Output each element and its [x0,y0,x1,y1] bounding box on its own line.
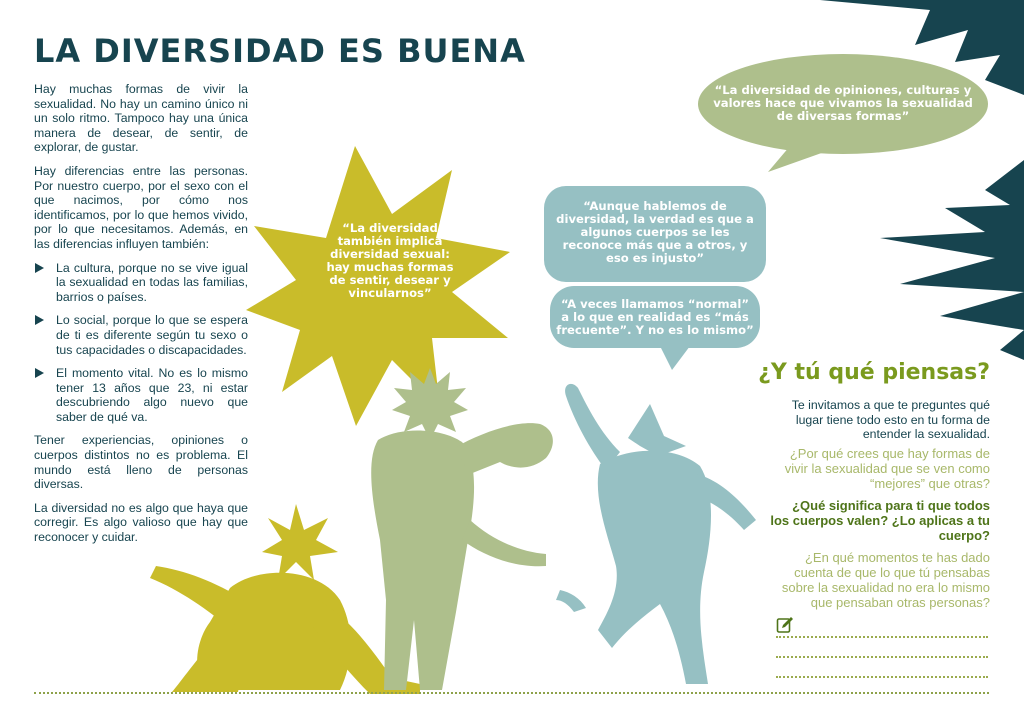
page-title: LA DIVERSIDAD ES BUENA [34,32,526,70]
reflection-intro: Te invitamos a que te preguntes qué lugar tiene todo esto en tu forma de entender la sexualidad. [791,398,990,442]
quote-culturas: “La diversidad de opiniones, culturas y valores hace que vivamos la sexualidad de diversas formas” [713,83,973,123]
quote-cuerpos: “Aunque hablemos de diversidad, la verdad es que a algunos cuerpos se les reconoce más que a otros, y eso es injusto” [556,199,754,265]
quote-normal: “A veces llamamos “normal” a lo que en realidad es “más frecuente”. Y no es lo mismo” [556,297,754,337]
list-item: La cultura, porque no se vive igual la sexualidad en todas las familias, barrios o países. [34,261,248,305]
list-item: El momento vital. No es lo mismo tener 13 años que 23, ni estar descubriendo algo nuevo que saber de qué va. [34,366,248,424]
question-item: ¿Qué significa para ti que todos los cuerpos valen? ¿Lo aplicas a tu cuerpo? [770,498,990,543]
spiky-shape-right [880,160,1024,360]
question-item: ¿Por qué crees que hay formas de vivir la sexualidad que se ven como “mejores” que otras? [784,446,990,491]
triangle-bullet-icon [35,263,44,273]
quote-diversidad-sexual: “La diversidad también implica diversidad sexual: hay muchas formas de sentir, desear y vincularnos” [326,221,454,300]
triangle-bullet-icon [35,315,44,325]
pencil-note-icon [776,616,794,634]
reflection-title: ¿Y tú qué piensas? [758,360,990,385]
intro-text [34,82,248,554]
answer-line[interactable] [776,656,988,658]
ground-line [34,692,989,694]
intro-paragraph: Tener experiencias, opiniones o cuerpos distintos no es problema. El mundo está lleno de personas diversas. [34,433,248,492]
triangle-bullet-icon [35,368,44,378]
standing-figure [371,368,553,690]
intro-paragraph: Hay muchas formas de vivir la sexualidad. No hay un camino único ni un solo ritmo. Tampoco hay una única manera de desear, de sentir, de explorar, de gustar. [34,82,248,155]
dancing-figure [556,384,756,684]
intro-paragraph: Hay diferencias entre las personas. Por nuestro cuerpo, por el sexo con el que nacimos, por cómo nos identificamos, por lo que hemos vivido, por lo que necesitamos. Además, en las diferencias influyen también: [34,163,248,251]
answer-line[interactable] [776,676,988,678]
list-item: Lo social, porque lo que se espera de ti es diferente según tu sexo o tus capacidades o discapacidades. [34,313,248,357]
intro-paragraph: La diversidad no es algo que haya que corregir. Es algo valioso que hay que reconocer y cuidar. [34,500,248,545]
question-item: ¿En qué momentos te has dado cuenta de que lo que tú pensabas sobre la sexualidad no era lo mismo que pensaban otras personas? [781,550,990,610]
influence-list [34,261,248,425]
answer-line[interactable] [776,636,988,638]
